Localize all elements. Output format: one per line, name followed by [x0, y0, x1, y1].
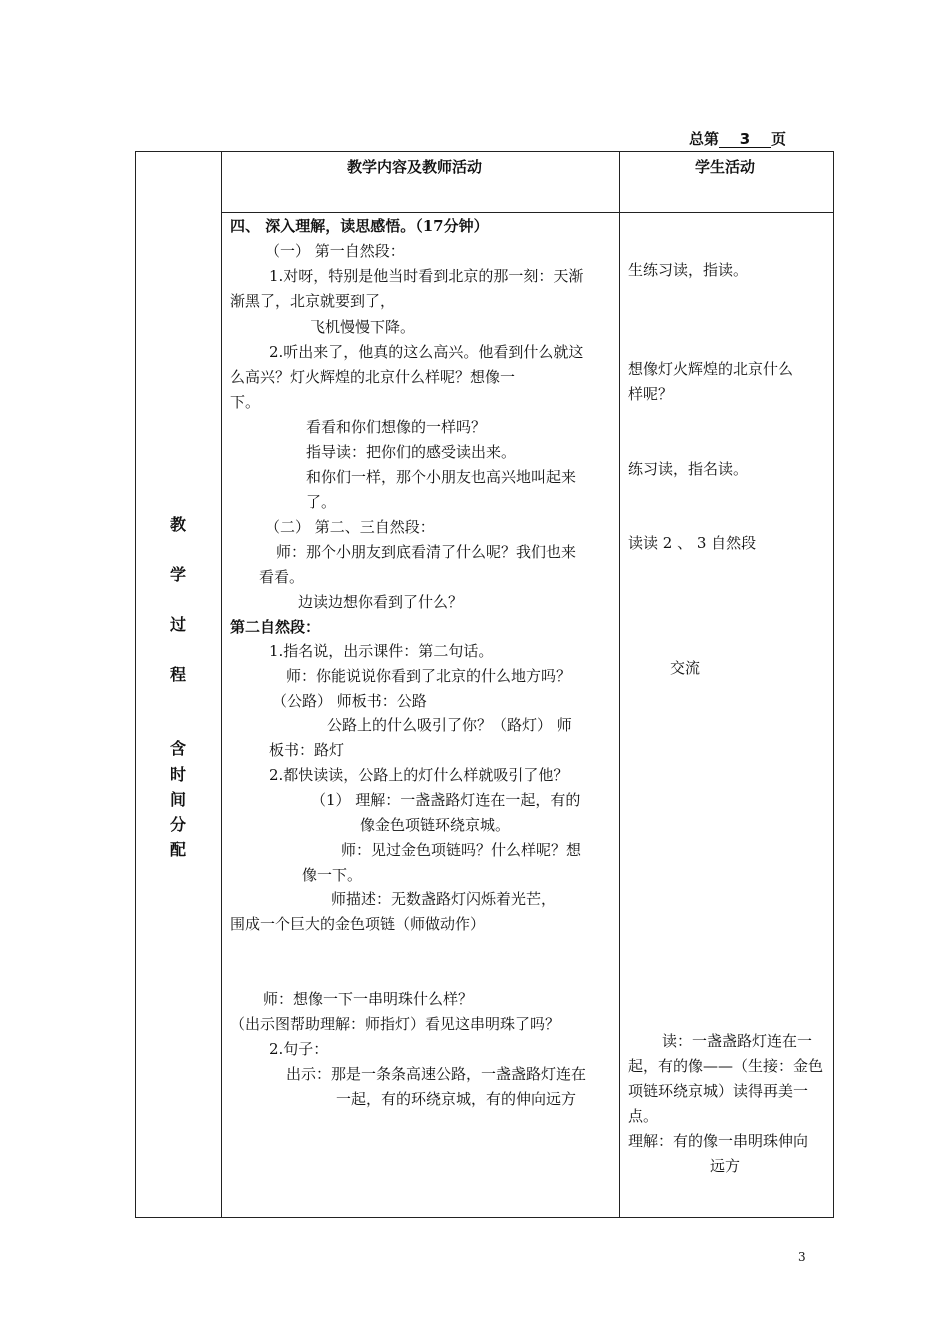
- text-line: 了。: [306, 493, 337, 511]
- header-row-divider: [221, 212, 833, 213]
- text-line: （出示图帮助理解：师指灯）看见这串明珠了吗？: [230, 1015, 561, 1033]
- student-text-line: 生练习读，指读。: [628, 261, 749, 279]
- text-line: 师：见过金色项链吗？什么样呢？想: [341, 841, 582, 859]
- text-line: 看看。: [259, 568, 305, 586]
- text-line: 么高兴？灯火辉煌的北京什么样呢？想像一: [230, 368, 516, 386]
- text-line: 板书：路灯: [269, 741, 345, 759]
- column-divider-2: [619, 152, 620, 1217]
- student-text-line: 理解：有的像一串明珠伸向: [628, 1132, 809, 1150]
- text-line: 师：你能说说你看到了北京的什么地方吗？: [286, 667, 572, 685]
- text-line: 下。: [230, 393, 261, 411]
- student-text-line: 想像灯火辉煌的北京什么: [628, 360, 794, 378]
- student-column-header: 学生活动: [695, 158, 756, 176]
- subsection-heading: （一） 第一自然段：: [265, 242, 405, 260]
- section-heading: 四、 深入理解，读思感悟。（17分钟）: [230, 217, 489, 235]
- text-line: 出示：那是一条条高速公路，一盏盏路灯连在: [286, 1065, 587, 1083]
- text-line: 一起，有的环绕京城，有的伸向远方: [336, 1090, 577, 1108]
- text-line: （公路） 师板书：公路: [272, 692, 427, 710]
- side-label-char: 教: [170, 515, 187, 534]
- page-number: 3: [798, 1250, 806, 1264]
- side-label-char: 含: [170, 739, 187, 758]
- student-text-line: 起，有的像——（生接：金色: [628, 1057, 824, 1075]
- text-line: 围成一个巨大的金色项链（师做动作）: [230, 915, 486, 933]
- side-label-char: 分: [170, 815, 187, 834]
- side-label-char: 时: [170, 765, 187, 784]
- student-text-line: 交流: [670, 659, 701, 677]
- text-line: 2.听出来了，他真的这么高兴。他看到什么就这: [269, 343, 584, 361]
- text-line: 像金色项链环绕京城。: [360, 816, 511, 834]
- text-line: 1.指名说，出示课件：第二句话。: [269, 642, 494, 660]
- column-divider-1: [221, 152, 222, 1217]
- student-text-line: 读读 2 、 3 自然段: [628, 534, 757, 552]
- text-line: 师：想像一下一串明珠什么样？: [263, 990, 474, 1008]
- subsection-heading: （二） 第二、三自然段：: [265, 518, 435, 536]
- text-line: 渐黑了，北京就要到了，: [230, 292, 396, 310]
- student-text-line: 项链环绕京城）读得再美一: [628, 1082, 809, 1100]
- side-label-char: 过: [170, 615, 187, 634]
- page-total-prefix: 总第: [689, 130, 720, 148]
- page-total-label: [689, 128, 786, 149]
- page-total-suffix: 页: [771, 130, 787, 148]
- student-text-line: 样呢？: [628, 385, 674, 403]
- text-line: 2.句子：: [269, 1040, 329, 1058]
- student-text-line: 练习读，指名读。: [628, 460, 749, 478]
- text-line: 边读边想你看到了什么？: [298, 593, 464, 611]
- text-line: 指导读：把你们的感受读出来。: [306, 443, 517, 461]
- side-label-char: 程: [170, 665, 187, 684]
- student-text-line: 点。: [628, 1107, 659, 1125]
- subsection-heading: 第二自然段：: [230, 618, 321, 636]
- text-line: 1.对呀，特别是他当时看到北京的那一刻：天渐: [269, 267, 584, 285]
- page-total-number: 3: [719, 131, 771, 148]
- side-label-char: 学: [170, 565, 187, 584]
- student-text-line: 远方: [710, 1157, 741, 1175]
- teacher-column-header: 教学内容及教师活动: [347, 158, 483, 176]
- text-line: 看看和你们想像的一样吗？: [306, 418, 487, 436]
- text-line: 师描述：无数盏路灯闪烁着光芒，: [331, 890, 557, 908]
- text-line: 2.都快读读，公路上的灯什么样就吸引了他？: [269, 766, 569, 784]
- side-label-char: 间: [170, 790, 187, 809]
- text-line: 飞机慢慢下降。: [310, 318, 416, 336]
- side-label-char: 配: [170, 840, 187, 859]
- text-line: 和你们一样，那个小朋友也高兴地叫起来: [306, 468, 577, 486]
- text-line: 像一下。: [302, 866, 363, 884]
- text-line: 公路上的什么吸引了你？（路灯） 师: [327, 716, 572, 734]
- student-text-line: 读：一盏盏路灯连在一: [662, 1032, 813, 1050]
- text-line: （1） 理解：一盏盏路灯连在一起，有的: [311, 791, 581, 809]
- text-line: 师：那个小朋友到底看清了什么呢？我们也来: [276, 543, 577, 561]
